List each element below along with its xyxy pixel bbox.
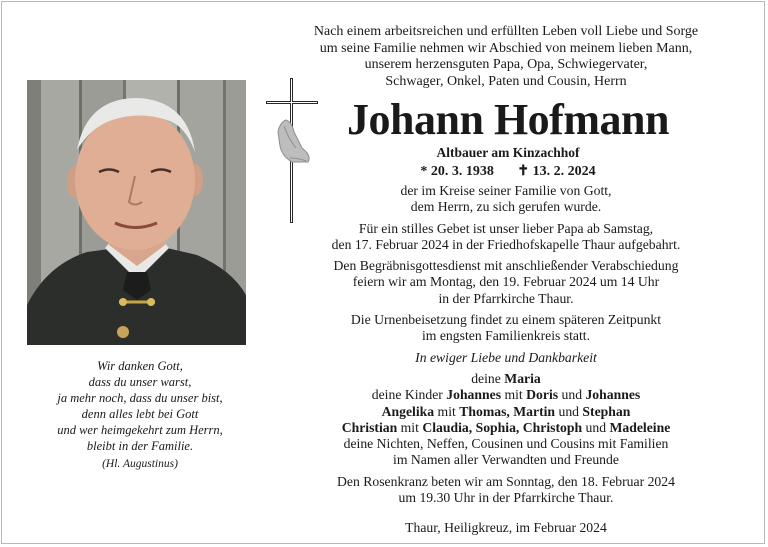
prayer-paragraph <box>286 221 726 254</box>
portrait-photo <box>27 80 246 345</box>
family-name: Doris <box>526 387 559 403</box>
love-line: In ewiger Liebe und Dankbarkeit <box>415 349 597 365</box>
family-name: Johannes <box>446 387 502 403</box>
quote-source: (Hl. Augustinus) <box>102 458 178 470</box>
family-text: mit <box>397 419 423 435</box>
urn-line: im engsten Familienkreis statt. <box>421 328 591 344</box>
rosary-line: um 19.30 Uhr in der Pfarrkirche Thaur. <box>398 490 614 506</box>
called-line: der im Kreise seiner Familie von Gott, <box>400 183 612 198</box>
intro-line: um seine Familie nehmen wir Abschied von meinem lieben Mann, <box>319 40 693 56</box>
urn-line: Die Urnenbeisetzung findet zu einem späteren Zeitpunkt <box>350 312 662 328</box>
quote-line: denn alles lebt bei Gott <box>81 407 199 421</box>
called-paragraph <box>286 183 726 216</box>
prayer-line: Für ein stilles Gebet ist unser lieber Papa ab Samstag, <box>358 220 654 236</box>
intro-line: unserem herzensguten Papa, Opa, Schwiegervater, <box>364 57 648 73</box>
birth-date: * 20. 3. 1938 <box>420 164 494 179</box>
family-name: Thomas, Martin <box>459 403 556 419</box>
family-name: Claudia, Sophia, Christoph <box>422 419 583 435</box>
family-name: Stephan <box>582 403 631 419</box>
intro-line: Nach einem arbeitsreichen und erfüllten Leben voll Liebe und Sorge <box>313 24 699 39</box>
family-text: mit <box>501 387 527 403</box>
family-name: Maria <box>504 370 541 386</box>
urn-paragraph <box>286 312 726 345</box>
prayer-line: den 17. Februar 2024 in der Friedhofskapelle Thaur aufgebahrt. <box>331 236 681 252</box>
intro-line: Schwager, Onkel, Paten und Cousin, Herrn <box>385 73 627 89</box>
deceased-role: Altbauer am Kinzachhof <box>436 145 580 160</box>
family-text: deine <box>471 370 505 386</box>
called-line: dem Herrn, zu sich gerufen wurde. <box>410 199 602 215</box>
quote-line: dass du unser warst, <box>88 375 192 389</box>
family-paragraph <box>286 371 726 469</box>
deceased-name: Johann Hofmann <box>347 95 669 144</box>
family-name: Johannes <box>585 387 641 403</box>
family-name: Madeleine <box>609 419 671 435</box>
intro-text <box>286 24 726 90</box>
quote-line: ja mehr noch, dass du unser bist, <box>57 391 223 405</box>
quote-line: und wer heimgekehrt zum Herrn, <box>57 423 223 437</box>
family-text: und <box>582 419 610 435</box>
funeral-paragraph <box>286 258 726 307</box>
death-date: ✝ 13. 2. 2024 <box>517 164 596 179</box>
funeral-line: feiern wir am Montag, den 19. Februar 2024 um 14 Uhr <box>352 274 660 290</box>
family-text: deine Kinder <box>371 387 447 403</box>
augustinus-quote <box>20 358 260 472</box>
life-dates <box>318 163 698 180</box>
rosary-paragraph <box>286 474 726 507</box>
family-text: im Namen aller Verwandten und Freunde <box>393 452 619 468</box>
funeral-line: in der Pfarrkirche Thaur. <box>438 290 574 306</box>
family-text: deine Nichten, Neffen, Cousinen und Cousins mit Familien <box>343 436 669 452</box>
praying-hands-icon <box>272 118 314 164</box>
quote-line: Wir danken Gott, <box>97 359 183 373</box>
quote-line: bleibt in der Familie. <box>86 439 194 453</box>
place-date: Thaur, Heiligkreuz, im Februar 2024 <box>405 520 607 536</box>
funeral-line: Den Begräbnisgottesdienst mit anschließender Verabschiedung <box>333 258 679 274</box>
rosary-line: Den Rosenkranz beten wir am Sonntag, den 18. Februar 2024 <box>337 473 675 489</box>
family-text: mit <box>434 403 460 419</box>
family-text: und <box>558 387 586 403</box>
family-name: Angelika <box>381 403 435 419</box>
announcement-body <box>286 183 726 542</box>
family-name: Christian <box>341 419 398 435</box>
family-text: und <box>555 403 583 419</box>
